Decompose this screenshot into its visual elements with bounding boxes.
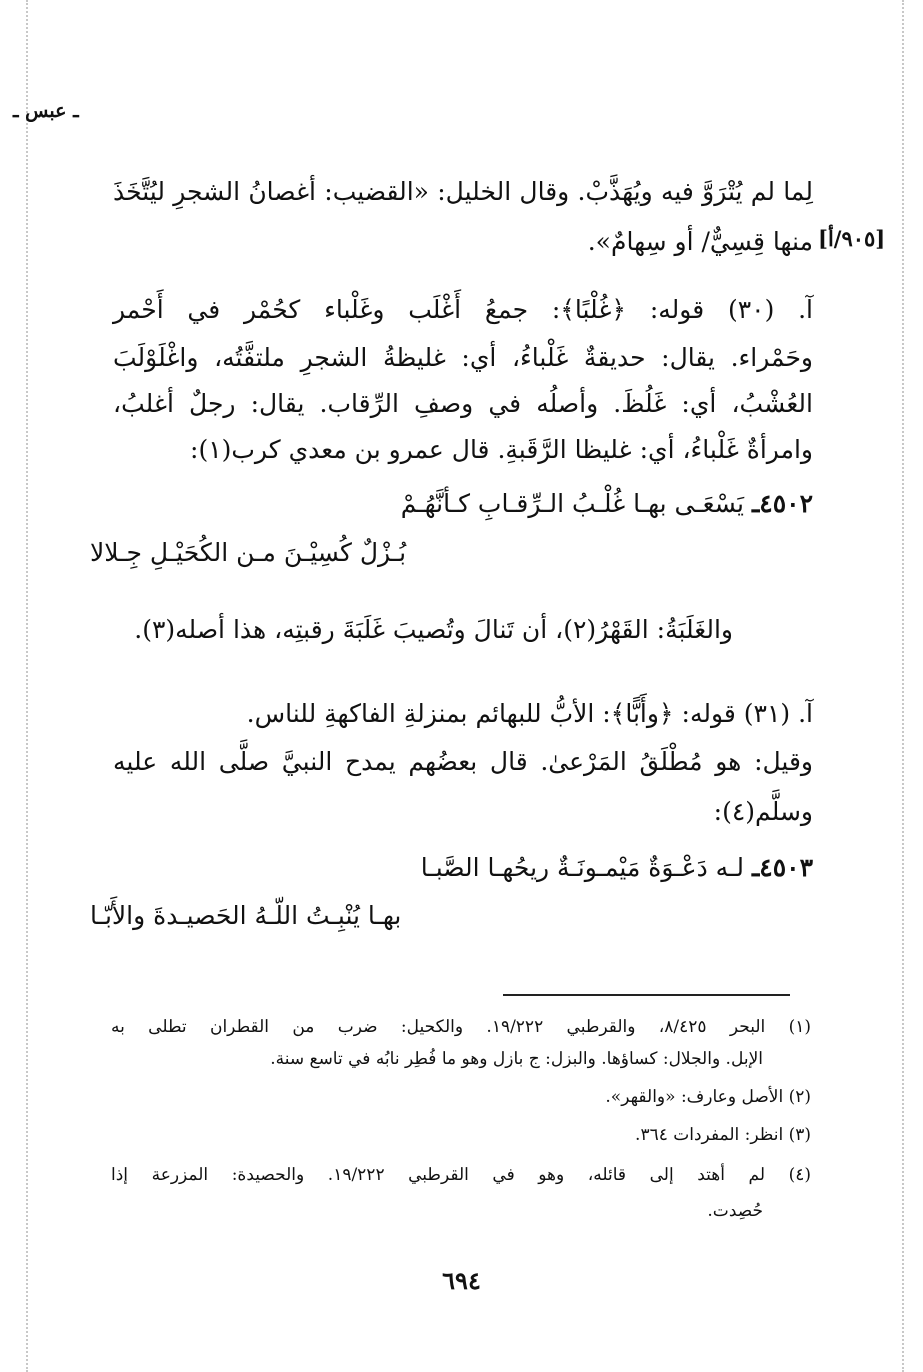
verse-line: بُـزْلٌ كُسِيْـنَ مـن الكُحَيْـلِ جِـلالا — [90, 538, 407, 567]
paragraph-line: منها قِسِيٌّ/ أو سِهامٌ». — [587, 227, 813, 256]
footnote-line: (٤) لم أهتد إلى قائله، وهو في القرطبي ١٩/٢٢٢. والحصيدة: المزرعة إذا — [111, 1165, 811, 1185]
paragraph-line: آ. (٣٠) قوله: ﴿غُلْبًا﴾: جمعُ أَغْلَب وغَلْباء كحُمْر في أَحْمر — [113, 295, 813, 324]
paragraph-line: وقيل: هو مُطْلَقُ المَرْعىٰ. قال بعضُهم يمدح النبيَّ صلَّى الله عليه — [113, 747, 813, 776]
paragraph-line: آ. (٣١) قوله: ﴿وأَبًّا﴾: الأبُّ للبهائم بمنزلةِ الفاكهةِ للناس. — [246, 699, 813, 728]
verse-hemistich: لـه دَعْـوَةٌ مَيْمـونَـةٌ ريحُهـا الصَّبـا — [420, 853, 744, 882]
verse-line — [421, 848, 813, 888]
footnote-line: حُصِدت. — [707, 1201, 763, 1221]
footnote-separator — [503, 994, 790, 996]
footnote-line: (٣) انظر: المفردات ٣٦٤. — [635, 1125, 811, 1145]
paragraph-line: العُشْبُ، أي: غَلُظَ. وأصلُه في وصفِ الرِّقاب. يقال: رجلٌ أغلبُ، — [113, 389, 813, 418]
verse-hemistich: يَسْعَـى بهـا غُلْـبُ الـرِّقـابِ كـأنَّهُـمْ — [400, 489, 744, 518]
page-number: ٦٩٤ — [442, 1266, 481, 1295]
footnote-line: الإبل. والجلال: كساؤها. والبزل: ج بازل وهو ما فُطِر نابُه في تاسع سنة. — [270, 1049, 763, 1069]
right-page-edge — [902, 0, 904, 1372]
verse-line: بهـا يُنْبِـتُ اللّـهُ الحَصيـدةَ والأَبّـا — [90, 901, 402, 930]
left-page-edge — [26, 0, 28, 1372]
paragraph-line: وحَمْراء. يقال: حديقةٌ غَلْباءُ، أي: غليظةُ الشجرِ ملتفَّتُه، واغْلَوْلَبَ — [113, 343, 813, 372]
surah-title: ـ عبس ـ — [13, 100, 79, 122]
verse-number: ٤٥٠٣ـ — [751, 853, 813, 882]
footnote-line: (٢) الأصل وعارف: «والقهر». — [605, 1087, 811, 1107]
footnote-line: (١) البحر ٨/٤٢٥، والقرطبي ١٩/٢٢٢. والكحيل: ضرب من القطران تطلى به — [111, 1017, 812, 1037]
paragraph-line: والغَلَبَةُ: القَهْرُ(٢)، أن تَنالَ وتُصيبَ غَلَبَةَ رقبتِه، هذا أصله(٣). — [134, 615, 733, 644]
manuscript-marker: [٩٠٥/أ] — [818, 226, 886, 251]
verse-number: ٤٥٠٢ـ — [751, 489, 813, 518]
paragraph-line: وامرأةٌ غَلْباءُ، أي: غليظا الرَّقَبةِ. قال عمرو بن معدي كرب(١): — [190, 435, 813, 464]
paragraph-line: وسلَّم(٤): — [713, 797, 813, 826]
verse-line — [401, 484, 813, 524]
paragraph-line: لِما لم يُتْرَوَّ فيه ويُهَذَّبْ. وقال الخليل: «القضيب: أغصانُ الشجرِ ليُتَّخَذَ — [113, 177, 813, 206]
